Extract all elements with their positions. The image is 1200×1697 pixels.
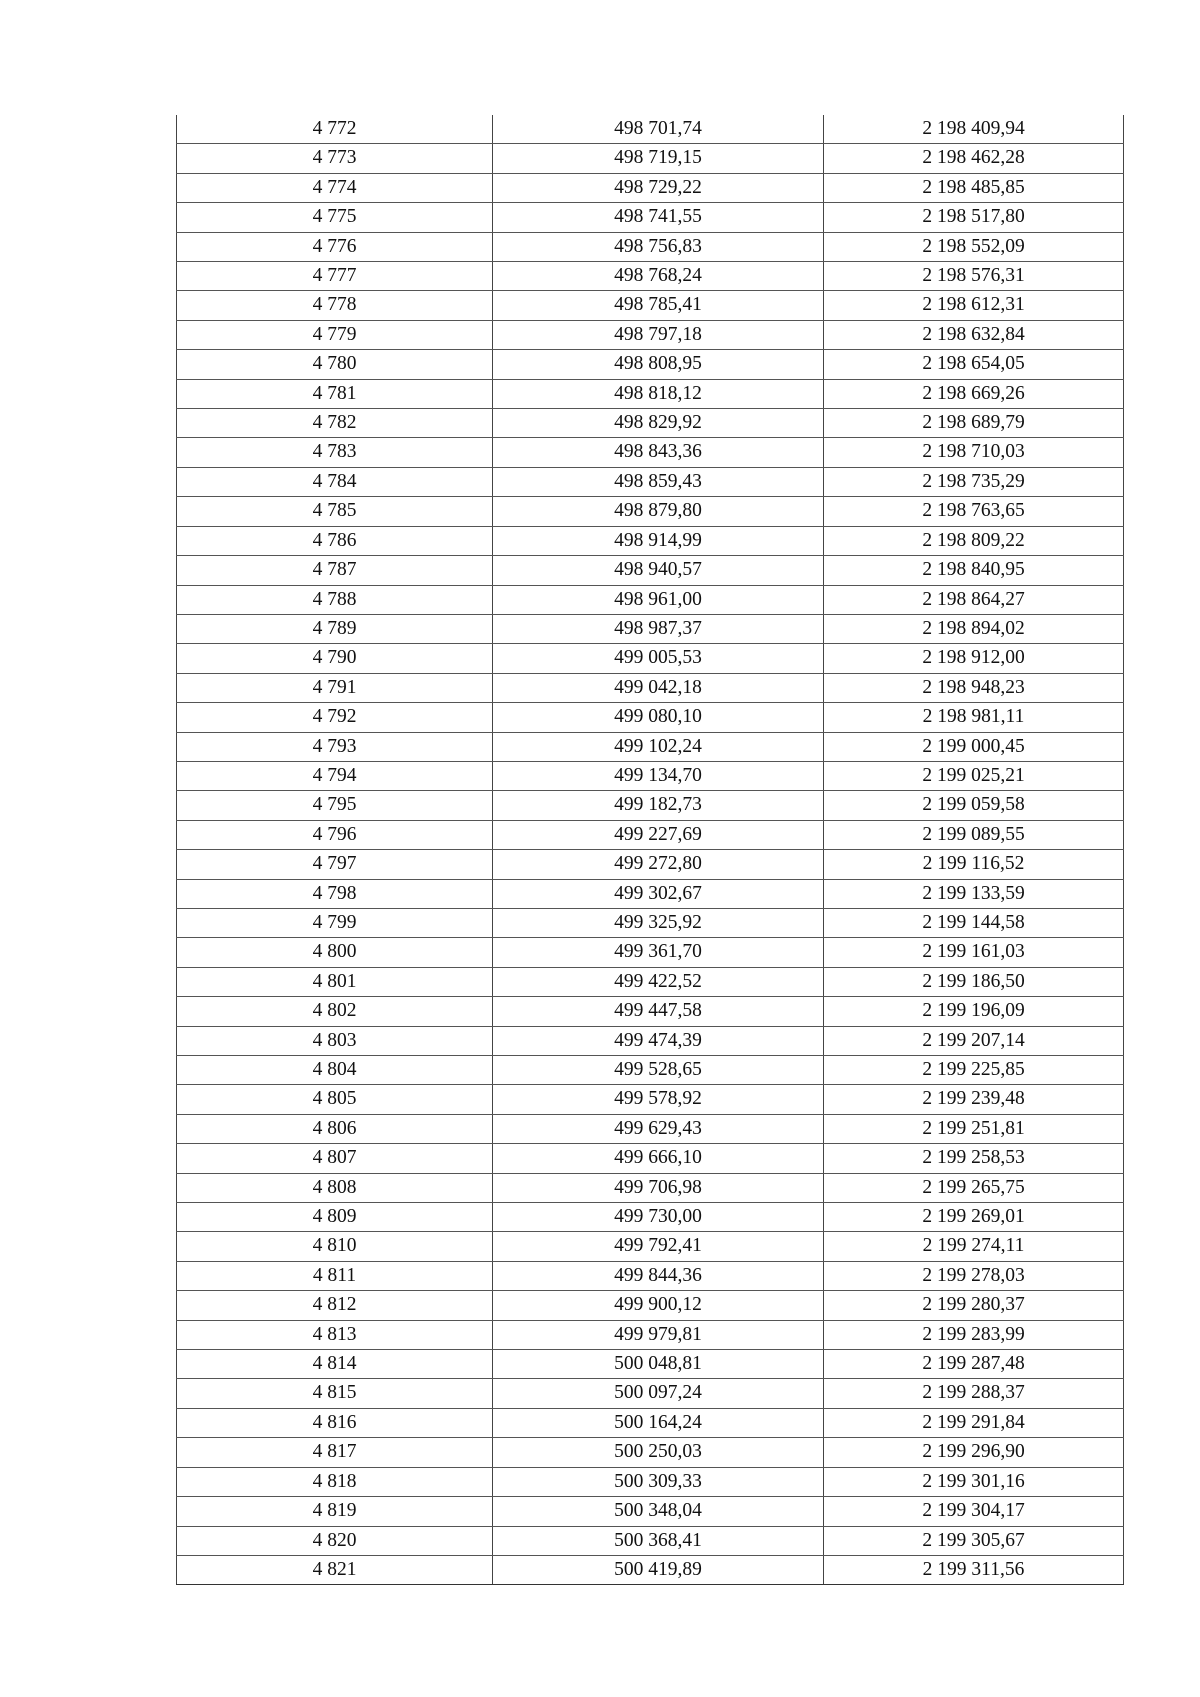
y-coordinate-cell: 2 199 304,17	[824, 1497, 1124, 1526]
point-number-cell: 4 793	[177, 732, 493, 761]
y-coordinate-cell: 2 199 000,45	[824, 732, 1124, 761]
point-number-cell: 4 803	[177, 1026, 493, 1055]
y-coordinate-cell: 2 198 612,31	[824, 291, 1124, 320]
point-number-cell: 4 782	[177, 409, 493, 438]
table-row	[177, 409, 1124, 438]
x-coordinate-cell: 499 080,10	[493, 703, 824, 732]
y-coordinate-cell: 2 199 258,53	[824, 1144, 1124, 1173]
table-row	[177, 232, 1124, 261]
table-row	[177, 467, 1124, 496]
table-row	[177, 1350, 1124, 1379]
x-coordinate-cell: 499 447,58	[493, 997, 824, 1026]
table-row	[177, 585, 1124, 614]
table-row	[177, 732, 1124, 761]
table-row	[177, 997, 1124, 1026]
point-number-cell: 4 814	[177, 1350, 493, 1379]
table-row	[177, 1408, 1124, 1437]
point-number-cell: 4 815	[177, 1379, 493, 1408]
x-coordinate-cell: 500 368,41	[493, 1526, 824, 1555]
point-number-cell: 4 792	[177, 703, 493, 732]
x-coordinate-cell: 499 042,18	[493, 673, 824, 702]
y-coordinate-cell: 2 199 116,52	[824, 850, 1124, 879]
table-row	[177, 1056, 1124, 1085]
x-coordinate-cell: 499 979,81	[493, 1320, 824, 1349]
x-coordinate-cell: 500 309,33	[493, 1467, 824, 1496]
point-number-cell: 4 799	[177, 908, 493, 937]
y-coordinate-cell: 2 198 809,22	[824, 526, 1124, 555]
x-coordinate-cell: 498 785,41	[493, 291, 824, 320]
y-coordinate-cell: 2 199 133,59	[824, 879, 1124, 908]
point-number-cell: 4 802	[177, 997, 493, 1026]
x-coordinate-cell: 499 578,92	[493, 1085, 824, 1114]
y-coordinate-cell: 2 199 251,81	[824, 1114, 1124, 1143]
x-coordinate-cell: 499 227,69	[493, 820, 824, 849]
x-coordinate-cell: 499 134,70	[493, 761, 824, 790]
point-number-cell: 4 821	[177, 1555, 493, 1584]
point-number-cell: 4 810	[177, 1232, 493, 1261]
x-coordinate-cell: 498 768,24	[493, 262, 824, 291]
y-coordinate-cell: 2 198 462,28	[824, 144, 1124, 173]
table-row	[177, 879, 1124, 908]
x-coordinate-cell: 500 348,04	[493, 1497, 824, 1526]
table-row	[177, 1438, 1124, 1467]
table-row	[177, 673, 1124, 702]
y-coordinate-cell: 2 198 654,05	[824, 350, 1124, 379]
table-row	[177, 556, 1124, 585]
point-number-cell: 4 816	[177, 1408, 493, 1437]
table-row	[177, 791, 1124, 820]
x-coordinate-cell: 498 914,99	[493, 526, 824, 555]
point-number-cell: 4 780	[177, 350, 493, 379]
table-row	[177, 497, 1124, 526]
x-coordinate-cell: 498 818,12	[493, 379, 824, 408]
x-coordinate-cell: 498 808,95	[493, 350, 824, 379]
y-coordinate-cell: 2 198 864,27	[824, 585, 1124, 614]
table-row	[177, 1467, 1124, 1496]
x-coordinate-cell: 500 164,24	[493, 1408, 824, 1437]
point-number-cell: 4 805	[177, 1085, 493, 1114]
table-row	[177, 1555, 1124, 1584]
table-row	[177, 1261, 1124, 1290]
y-coordinate-cell: 2 198 840,95	[824, 556, 1124, 585]
y-coordinate-cell: 2 199 144,58	[824, 908, 1124, 937]
point-number-cell: 4 811	[177, 1261, 493, 1290]
point-number-cell: 4 812	[177, 1291, 493, 1320]
x-coordinate-cell: 498 729,22	[493, 173, 824, 202]
point-number-cell: 4 786	[177, 526, 493, 555]
y-coordinate-cell: 2 199 089,55	[824, 820, 1124, 849]
table-row	[177, 115, 1124, 144]
point-number-cell: 4 806	[177, 1114, 493, 1143]
y-coordinate-cell: 2 198 485,85	[824, 173, 1124, 202]
x-coordinate-cell: 498 987,37	[493, 614, 824, 643]
table-row	[177, 1203, 1124, 1232]
y-coordinate-cell: 2 199 225,85	[824, 1056, 1124, 1085]
table-row	[177, 1291, 1124, 1320]
y-coordinate-cell: 2 199 280,37	[824, 1291, 1124, 1320]
y-coordinate-cell: 2 198 948,23	[824, 673, 1124, 702]
y-coordinate-cell: 2 199 288,37	[824, 1379, 1124, 1408]
y-coordinate-cell: 2 198 981,11	[824, 703, 1124, 732]
x-coordinate-cell: 499 325,92	[493, 908, 824, 937]
table-row	[177, 1144, 1124, 1173]
x-coordinate-cell: 498 859,43	[493, 467, 824, 496]
table-row	[177, 1497, 1124, 1526]
x-coordinate-cell: 499 272,80	[493, 850, 824, 879]
point-number-cell: 4 778	[177, 291, 493, 320]
point-number-cell: 4 813	[177, 1320, 493, 1349]
y-coordinate-cell: 2 199 025,21	[824, 761, 1124, 790]
table-row	[177, 820, 1124, 849]
y-coordinate-cell: 2 198 763,65	[824, 497, 1124, 526]
x-coordinate-cell: 498 719,15	[493, 144, 824, 173]
point-number-cell: 4 797	[177, 850, 493, 879]
point-number-cell: 4 787	[177, 556, 493, 585]
x-coordinate-cell: 498 701,74	[493, 115, 824, 144]
table-row	[177, 850, 1124, 879]
point-number-cell: 4 784	[177, 467, 493, 496]
x-coordinate-cell: 498 797,18	[493, 320, 824, 349]
point-number-cell: 4 794	[177, 761, 493, 790]
x-coordinate-cell: 498 879,80	[493, 497, 824, 526]
point-number-cell: 4 817	[177, 1438, 493, 1467]
x-coordinate-cell: 499 844,36	[493, 1261, 824, 1290]
y-coordinate-cell: 2 199 291,84	[824, 1408, 1124, 1437]
table-row	[177, 1026, 1124, 1055]
y-coordinate-cell: 2 199 296,90	[824, 1438, 1124, 1467]
x-coordinate-cell: 499 528,65	[493, 1056, 824, 1085]
table-row	[177, 144, 1124, 173]
y-coordinate-cell: 2 199 287,48	[824, 1350, 1124, 1379]
y-coordinate-cell: 2 199 305,67	[824, 1526, 1124, 1555]
table-row	[177, 1085, 1124, 1114]
x-coordinate-cell: 499 005,53	[493, 644, 824, 673]
table-row	[177, 350, 1124, 379]
y-coordinate-cell: 2 199 059,58	[824, 791, 1124, 820]
x-coordinate-cell: 498 843,36	[493, 438, 824, 467]
y-coordinate-cell: 2 198 576,31	[824, 262, 1124, 291]
x-coordinate-cell: 498 961,00	[493, 585, 824, 614]
x-coordinate-cell: 499 792,41	[493, 1232, 824, 1261]
x-coordinate-cell: 499 182,73	[493, 791, 824, 820]
table-row	[177, 1379, 1124, 1408]
x-coordinate-cell: 499 102,24	[493, 732, 824, 761]
table-row	[177, 262, 1124, 291]
x-coordinate-cell: 500 250,03	[493, 1438, 824, 1467]
x-coordinate-cell: 499 422,52	[493, 967, 824, 996]
x-coordinate-cell: 499 629,43	[493, 1114, 824, 1143]
table-row	[177, 1232, 1124, 1261]
table-row	[177, 1173, 1124, 1202]
x-coordinate-cell: 498 756,83	[493, 232, 824, 261]
table-row	[177, 938, 1124, 967]
point-number-cell: 4 788	[177, 585, 493, 614]
table-row	[177, 203, 1124, 232]
point-number-cell: 4 790	[177, 644, 493, 673]
x-coordinate-cell: 499 706,98	[493, 1173, 824, 1202]
x-coordinate-cell: 498 829,92	[493, 409, 824, 438]
point-number-cell: 4 820	[177, 1526, 493, 1555]
table-row	[177, 967, 1124, 996]
y-coordinate-cell: 2 198 689,79	[824, 409, 1124, 438]
table-row	[177, 1320, 1124, 1349]
y-coordinate-cell: 2 198 632,84	[824, 320, 1124, 349]
table-row	[177, 438, 1124, 467]
point-number-cell: 4 804	[177, 1056, 493, 1085]
x-coordinate-cell: 499 900,12	[493, 1291, 824, 1320]
point-number-cell: 4 779	[177, 320, 493, 349]
point-number-cell: 4 809	[177, 1203, 493, 1232]
point-number-cell: 4 800	[177, 938, 493, 967]
point-number-cell: 4 781	[177, 379, 493, 408]
point-number-cell: 4 773	[177, 144, 493, 173]
y-coordinate-cell: 2 198 517,80	[824, 203, 1124, 232]
point-number-cell: 4 795	[177, 791, 493, 820]
point-number-cell: 4 774	[177, 173, 493, 202]
table-row	[177, 526, 1124, 555]
table-row	[177, 291, 1124, 320]
x-coordinate-cell: 500 419,89	[493, 1555, 824, 1584]
table-row	[177, 1114, 1124, 1143]
y-coordinate-cell: 2 199 265,75	[824, 1173, 1124, 1202]
table-row	[177, 614, 1124, 643]
y-coordinate-cell: 2 198 710,03	[824, 438, 1124, 467]
point-number-cell: 4 785	[177, 497, 493, 526]
x-coordinate-cell: 500 097,24	[493, 1379, 824, 1408]
table-row	[177, 173, 1124, 202]
y-coordinate-cell: 2 198 669,26	[824, 379, 1124, 408]
table-row	[177, 379, 1124, 408]
point-number-cell: 4 808	[177, 1173, 493, 1202]
x-coordinate-cell: 499 474,39	[493, 1026, 824, 1055]
y-coordinate-cell: 2 199 161,03	[824, 938, 1124, 967]
y-coordinate-cell: 2 199 283,99	[824, 1320, 1124, 1349]
y-coordinate-cell: 2 198 894,02	[824, 614, 1124, 643]
table-row	[177, 320, 1124, 349]
table-row	[177, 1526, 1124, 1555]
x-coordinate-cell: 498 741,55	[493, 203, 824, 232]
y-coordinate-cell: 2 199 301,16	[824, 1467, 1124, 1496]
point-number-cell: 4 807	[177, 1144, 493, 1173]
y-coordinate-cell: 2 199 311,56	[824, 1555, 1124, 1584]
x-coordinate-cell: 499 666,10	[493, 1144, 824, 1173]
table-row	[177, 908, 1124, 937]
y-coordinate-cell: 2 199 274,11	[824, 1232, 1124, 1261]
table-row	[177, 761, 1124, 790]
point-number-cell: 4 777	[177, 262, 493, 291]
point-number-cell: 4 776	[177, 232, 493, 261]
point-number-cell: 4 819	[177, 1497, 493, 1526]
x-coordinate-cell: 499 302,67	[493, 879, 824, 908]
y-coordinate-cell: 2 198 912,00	[824, 644, 1124, 673]
point-number-cell: 4 818	[177, 1467, 493, 1496]
table-row	[177, 644, 1124, 673]
point-number-cell: 4 789	[177, 614, 493, 643]
point-number-cell: 4 796	[177, 820, 493, 849]
y-coordinate-cell: 2 199 239,48	[824, 1085, 1124, 1114]
point-number-cell: 4 791	[177, 673, 493, 702]
x-coordinate-cell: 500 048,81	[493, 1350, 824, 1379]
y-coordinate-cell: 2 199 269,01	[824, 1203, 1124, 1232]
point-number-cell: 4 798	[177, 879, 493, 908]
point-number-cell: 4 783	[177, 438, 493, 467]
point-number-cell: 4 775	[177, 203, 493, 232]
y-coordinate-cell: 2 199 196,09	[824, 997, 1124, 1026]
x-coordinate-cell: 499 361,70	[493, 938, 824, 967]
point-number-cell: 4 801	[177, 967, 493, 996]
point-number-cell: 4 772	[177, 115, 493, 144]
table-row	[177, 703, 1124, 732]
y-coordinate-cell: 2 198 735,29	[824, 467, 1124, 496]
y-coordinate-cell: 2 199 278,03	[824, 1261, 1124, 1290]
coordinates-table-body	[177, 115, 1124, 1585]
y-coordinate-cell: 2 199 207,14	[824, 1026, 1124, 1055]
x-coordinate-cell: 499 730,00	[493, 1203, 824, 1232]
y-coordinate-cell: 2 198 409,94	[824, 115, 1124, 144]
coordinates-table	[176, 115, 1124, 1585]
y-coordinate-cell: 2 199 186,50	[824, 967, 1124, 996]
y-coordinate-cell: 2 198 552,09	[824, 232, 1124, 261]
x-coordinate-cell: 498 940,57	[493, 556, 824, 585]
